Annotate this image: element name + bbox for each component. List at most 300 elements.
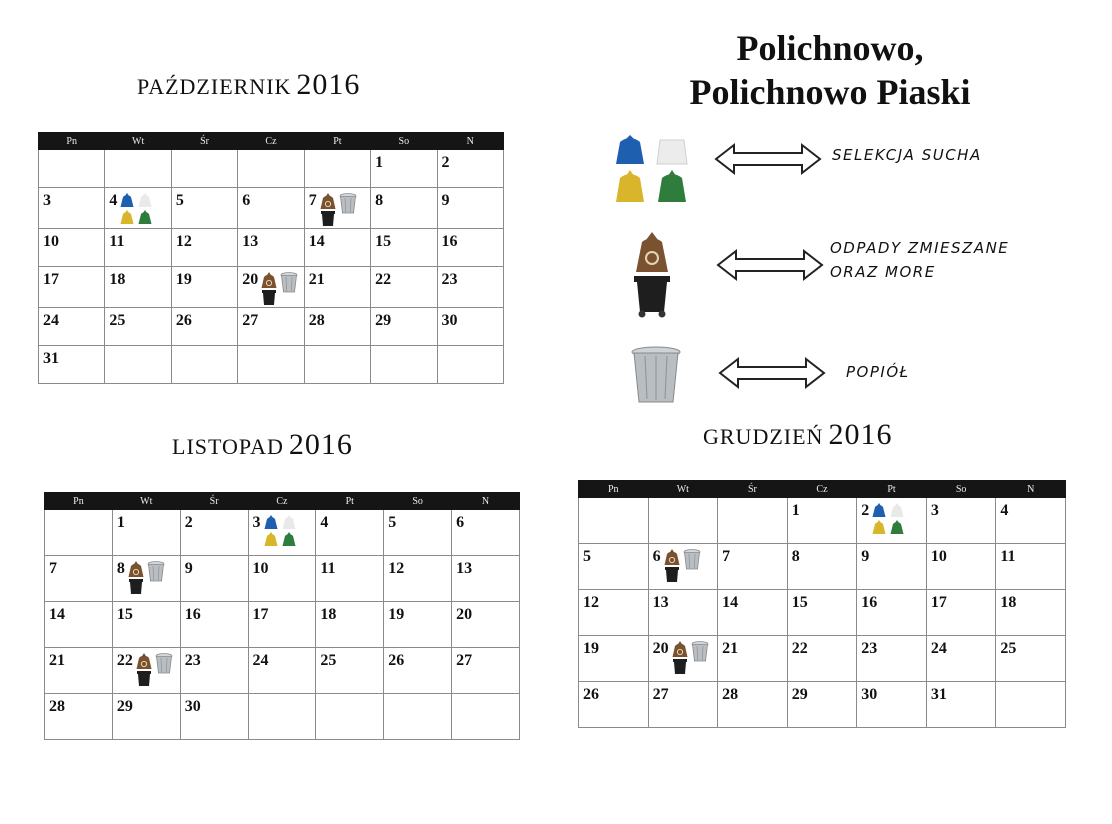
week-row: [45, 648, 520, 694]
day-number: 3: [252, 514, 261, 531]
day-cell: [926, 636, 996, 682]
day-number: 26: [388, 652, 405, 669]
empty-day-cell: [105, 150, 171, 188]
day-cell: [718, 544, 788, 590]
month-title-december: [703, 418, 892, 452]
day-number: 20: [652, 640, 669, 657]
day-cell: [579, 544, 649, 590]
day-number: 8: [116, 560, 125, 577]
blue-bag-icon: [119, 192, 135, 208]
day-cell: [248, 510, 316, 556]
legend-mixed-line-1: ODPADY ZMIESZANE: [830, 239, 1010, 257]
month-name: LISTOPAD: [172, 434, 284, 459]
double-arrow-icon: [718, 356, 826, 390]
day-cell: [238, 267, 304, 308]
double-arrow-icon: [714, 142, 822, 176]
day-cell: [371, 267, 437, 308]
day-number: 23: [184, 652, 201, 669]
week-row: [45, 510, 520, 556]
mixed-waste-icons: [135, 652, 173, 688]
day-cell: [384, 648, 452, 694]
week-row: [39, 150, 504, 188]
day-number: 4: [109, 192, 118, 209]
bag-and-bin: [127, 560, 145, 596]
week-row: [579, 590, 1066, 636]
weekday-label: N: [437, 133, 503, 150]
day-cell: [452, 556, 520, 602]
empty-day-cell: [238, 346, 304, 384]
day-number: 7: [722, 548, 731, 565]
day-cell: [648, 682, 718, 728]
day-number: 29: [791, 686, 808, 703]
collection-icons: [671, 640, 709, 676]
weekday-header-row: [39, 133, 504, 150]
day-cell: [926, 498, 996, 544]
day-number: 28: [722, 686, 739, 703]
empty-day-cell: [371, 346, 437, 384]
day-cell: [857, 544, 927, 590]
day-number: 27: [456, 652, 473, 669]
day-number: 4: [320, 514, 329, 531]
day-cell: [996, 636, 1066, 682]
week-row: [579, 682, 1066, 728]
day-cell: [648, 544, 718, 590]
day-cell: [384, 602, 452, 648]
day-number: 10: [43, 233, 59, 250]
calendar-october: [38, 132, 504, 384]
weekday-label: Wt: [648, 481, 718, 498]
page-title: [640, 26, 1020, 114]
collection-icons: [260, 271, 298, 307]
day-number: 20: [242, 271, 259, 288]
day-number: 9: [441, 192, 450, 209]
week-row: [39, 267, 504, 308]
day-cell: [371, 229, 437, 267]
black-bin-icon: [320, 210, 336, 228]
day-number: 16: [861, 594, 878, 611]
metal-bin-icon: [280, 271, 298, 293]
day-cell: [437, 150, 503, 188]
dry-selection-icons: [263, 514, 297, 547]
day-cell: [787, 498, 857, 544]
day-number: 17: [930, 594, 947, 611]
empty-day-cell: [718, 498, 788, 544]
day-cell: [180, 602, 248, 648]
white-bag-icon: [281, 514, 297, 530]
double-arrow-icon: [716, 248, 824, 282]
weekday-label: Cz: [248, 493, 316, 510]
day-number: 15: [116, 606, 133, 623]
day-number: 9: [861, 548, 870, 565]
day-cell: [248, 648, 316, 694]
empty-day-cell: [384, 694, 452, 740]
day-number: 15: [791, 594, 808, 611]
bag-and-bin: [260, 271, 278, 307]
empty-day-cell: [238, 150, 304, 188]
weekday-label: Cz: [238, 133, 304, 150]
day-number: 5: [583, 548, 591, 565]
weekday-label: Cz: [787, 481, 857, 498]
day-number: 30: [861, 686, 878, 703]
blue-bag-icon: [871, 502, 887, 518]
month-year: 2016: [296, 68, 361, 101]
day-cell: [437, 308, 503, 346]
weekday-label: So: [926, 481, 996, 498]
day-number: 16: [441, 233, 458, 250]
empty-day-cell: [316, 694, 384, 740]
day-cell: [371, 150, 437, 188]
day-number: 11: [1000, 548, 1016, 565]
empty-day-cell: [304, 150, 370, 188]
calendar-november: [44, 492, 520, 740]
day-number: 8: [375, 192, 384, 209]
weekday-label: Pt: [316, 493, 384, 510]
day-number: 31: [930, 686, 947, 703]
day-cell: [648, 590, 718, 636]
day-number: 1: [791, 502, 800, 519]
day-cell: [384, 556, 452, 602]
day-number: 17: [252, 606, 269, 623]
weekday-label: Pn: [579, 481, 649, 498]
day-number: 18: [320, 606, 337, 623]
weekday-label: So: [384, 493, 452, 510]
brown-bag-icon: [663, 548, 681, 566]
day-number: 5: [388, 514, 397, 531]
day-cell: [371, 188, 437, 229]
day-cell: [238, 229, 304, 267]
month-name: PAŹDZIERNIK: [137, 74, 292, 99]
day-number: 9: [184, 560, 193, 577]
legend-mixed-icons: [632, 230, 672, 318]
day-cell: [45, 556, 113, 602]
day-cell: [39, 346, 105, 384]
day-number: 17: [43, 271, 59, 288]
day-cell: [787, 590, 857, 636]
day-number: 7: [308, 192, 317, 209]
month-year: 2016: [828, 418, 893, 451]
day-number: 10: [252, 560, 269, 577]
metal-bin-icon: [147, 560, 165, 582]
day-cell: [452, 648, 520, 694]
legend-mixed-line-2: ORAZ MORE: [830, 263, 936, 281]
weekday-label: Pt: [304, 133, 370, 150]
day-number: 16: [184, 606, 201, 623]
weekday-header-row: [579, 481, 1066, 498]
day-cell: [371, 308, 437, 346]
collection-icons: [871, 502, 905, 535]
mixed-waste-icons: [671, 640, 709, 676]
day-number: 8: [791, 548, 800, 565]
day-number: 7: [49, 560, 57, 577]
day-number: 1: [375, 154, 384, 171]
day-number: 6: [652, 548, 661, 565]
day-number: 28: [49, 698, 65, 715]
day-number: 2: [441, 154, 450, 171]
brown-bag-icon: [671, 640, 689, 658]
day-cell: [787, 682, 857, 728]
day-number: 27: [652, 686, 669, 703]
day-number: 14: [49, 606, 65, 623]
day-cell: [857, 636, 927, 682]
collection-icons: [135, 652, 173, 688]
day-cell: [926, 590, 996, 636]
weekday-label: Śr: [180, 493, 248, 510]
day-cell: [171, 308, 237, 346]
day-cell: [579, 636, 649, 682]
day-number: 13: [652, 594, 669, 611]
empty-day-cell: [248, 694, 316, 740]
week-row: [39, 229, 504, 267]
empty-day-cell: [996, 682, 1066, 728]
black-bin-icon: [261, 289, 277, 307]
day-number: 29: [116, 698, 133, 715]
empty-day-cell: [437, 346, 503, 384]
week-row: [39, 308, 504, 346]
day-number: 26: [583, 686, 599, 703]
weekday-label: N: [452, 493, 520, 510]
brown-bag-icon: [632, 230, 672, 274]
day-cell: [384, 510, 452, 556]
day-cell: [304, 267, 370, 308]
day-number: 24: [930, 640, 947, 657]
empty-day-cell: [452, 694, 520, 740]
day-cell: [304, 229, 370, 267]
day-number: 27: [242, 312, 259, 329]
day-cell: [248, 556, 316, 602]
month-name: GRUDZIEŃ: [703, 424, 824, 449]
brown-bag-icon: [135, 652, 153, 670]
day-cell: [787, 544, 857, 590]
day-number: 25: [109, 312, 126, 329]
day-cell: [112, 648, 180, 694]
bag-and-bin: [135, 652, 153, 688]
weekday-label: Pn: [45, 493, 113, 510]
day-cell: [648, 636, 718, 682]
weekday-label: Pn: [39, 133, 105, 150]
day-cell: [452, 602, 520, 648]
day-number: 19: [583, 640, 599, 657]
day-number: 23: [861, 640, 878, 657]
day-number: 19: [175, 271, 192, 288]
day-cell: [112, 694, 180, 740]
day-number: 13: [456, 560, 473, 577]
black-bin-icon: [672, 658, 688, 676]
day-cell: [316, 602, 384, 648]
day-cell: [437, 267, 503, 308]
day-number: 11: [109, 233, 125, 250]
day-cell: [112, 510, 180, 556]
collection-icons: [319, 192, 357, 228]
brown-bag-icon: [127, 560, 145, 578]
day-cell: [105, 267, 171, 308]
yellow-bag-icon: [612, 168, 648, 204]
day-number: 3: [43, 192, 51, 209]
day-number: 29: [375, 312, 392, 329]
day-number: 21: [722, 640, 739, 657]
day-cell: [718, 590, 788, 636]
legend-dry-label: SELEKCJA SUCHA: [832, 146, 982, 164]
day-cell: [105, 308, 171, 346]
day-cell: [857, 590, 927, 636]
day-cell: [996, 544, 1066, 590]
day-number: 28: [308, 312, 325, 329]
day-number: 21: [49, 652, 65, 669]
day-cell: [39, 308, 105, 346]
weekday-label: So: [371, 133, 437, 150]
green-bag-icon: [889, 519, 905, 535]
day-number: 1: [116, 514, 125, 531]
day-number: 22: [791, 640, 808, 657]
calendar-december: [578, 480, 1066, 728]
green-bag-icon: [654, 168, 690, 204]
yellow-bag-icon: [871, 519, 887, 535]
title-line-1: Polichnowo,: [736, 28, 924, 68]
day-number: 10: [930, 548, 947, 565]
bag-and-bin: [671, 640, 689, 676]
day-cell: [437, 188, 503, 229]
day-cell: [316, 556, 384, 602]
month-title-november: [172, 428, 353, 462]
day-cell: [579, 590, 649, 636]
legend-dry-icons: [612, 134, 690, 204]
weekday-label: Pt: [857, 481, 927, 498]
day-cell: [248, 602, 316, 648]
day-number: 30: [184, 698, 201, 715]
day-cell: [304, 188, 370, 229]
empty-day-cell: [648, 498, 718, 544]
day-number: 15: [375, 233, 392, 250]
day-cell: [316, 510, 384, 556]
day-cell: [316, 648, 384, 694]
day-cell: [39, 267, 105, 308]
mixed-waste-icons: [663, 548, 701, 584]
metal-bin-icon: [339, 192, 357, 214]
day-cell: [787, 636, 857, 682]
week-row: [45, 556, 520, 602]
collection-icons: [119, 192, 153, 225]
mixed-waste-icons: [319, 192, 357, 228]
day-cell: [45, 694, 113, 740]
day-cell: [171, 267, 237, 308]
collection-icons: [263, 514, 297, 547]
month-title-october: [137, 68, 360, 102]
metal-bin-icon: [630, 344, 682, 406]
empty-day-cell: [171, 346, 237, 384]
day-cell: [926, 682, 996, 728]
bag-and-bin: [663, 548, 681, 584]
day-cell: [437, 229, 503, 267]
day-cell: [180, 694, 248, 740]
day-number: 13: [242, 233, 259, 250]
day-number: 14: [308, 233, 325, 250]
day-cell: [926, 544, 996, 590]
metal-bin-icon: [691, 640, 709, 662]
week-row: [39, 188, 504, 229]
day-number: 22: [375, 271, 392, 288]
black-bin-icon: [136, 670, 152, 688]
day-cell: [996, 590, 1066, 636]
day-cell: [579, 682, 649, 728]
empty-day-cell: [579, 498, 649, 544]
week-row: [45, 694, 520, 740]
day-number: 14: [722, 594, 739, 611]
day-cell: [39, 229, 105, 267]
day-number: 4: [1000, 502, 1009, 519]
dry-selection-icons: [119, 192, 153, 225]
weekday-label: N: [996, 481, 1066, 498]
day-number: 12: [388, 560, 405, 577]
day-number: 31: [43, 350, 59, 367]
legend-ash-label: POPIÓŁ: [846, 363, 910, 381]
day-number: 26: [175, 312, 192, 329]
day-cell: [304, 308, 370, 346]
day-number: 24: [43, 312, 59, 329]
day-cell: [171, 229, 237, 267]
yellow-bag-icon: [119, 209, 135, 225]
week-row: [579, 636, 1066, 682]
dry-selection-icons: [871, 502, 905, 535]
brown-bag-icon: [260, 271, 278, 289]
empty-day-cell: [39, 150, 105, 188]
day-cell: [39, 188, 105, 229]
black-bin-icon: [664, 566, 680, 584]
day-cell: [718, 682, 788, 728]
day-number: 18: [109, 271, 126, 288]
day-number: 5: [175, 192, 184, 209]
black-bin-icon: [632, 274, 672, 318]
day-number: 12: [583, 594, 599, 611]
day-cell: [171, 188, 237, 229]
bag-and-bin: [319, 192, 337, 228]
day-number: 2: [184, 514, 193, 531]
black-bin-icon: [128, 578, 144, 596]
month-year: 2016: [288, 428, 353, 461]
white-bag-icon: [889, 502, 905, 518]
day-number: 21: [308, 271, 325, 288]
day-cell: [180, 556, 248, 602]
day-cell: [45, 648, 113, 694]
brown-bag-icon: [319, 192, 337, 210]
day-number: 19: [388, 606, 405, 623]
green-bag-icon: [281, 531, 297, 547]
metal-bin-icon: [155, 652, 173, 674]
day-cell: [105, 188, 171, 229]
weekday-label: Wt: [112, 493, 180, 510]
day-cell: [996, 498, 1066, 544]
day-cell: [180, 510, 248, 556]
mixed-waste-icons: [127, 560, 165, 596]
blue-bag-icon: [263, 514, 279, 530]
collection-icons: [127, 560, 165, 596]
day-number: 12: [175, 233, 192, 250]
day-number: 24: [252, 652, 269, 669]
blue-bag-icon: [612, 134, 648, 166]
day-number: 18: [1000, 594, 1017, 611]
title-line-2: Polichnowo Piaski: [689, 72, 971, 112]
day-cell: [112, 602, 180, 648]
day-cell: [105, 229, 171, 267]
empty-day-cell: [171, 150, 237, 188]
day-number: 25: [1000, 640, 1017, 657]
weekday-label: Śr: [171, 133, 237, 150]
day-number: 25: [320, 652, 337, 669]
legend-mixed-label: [830, 236, 1009, 284]
day-number: 3: [930, 502, 939, 519]
yellow-bag-icon: [263, 531, 279, 547]
day-number: 20: [456, 606, 473, 623]
day-number: 2: [861, 502, 870, 519]
week-row: [39, 346, 504, 384]
